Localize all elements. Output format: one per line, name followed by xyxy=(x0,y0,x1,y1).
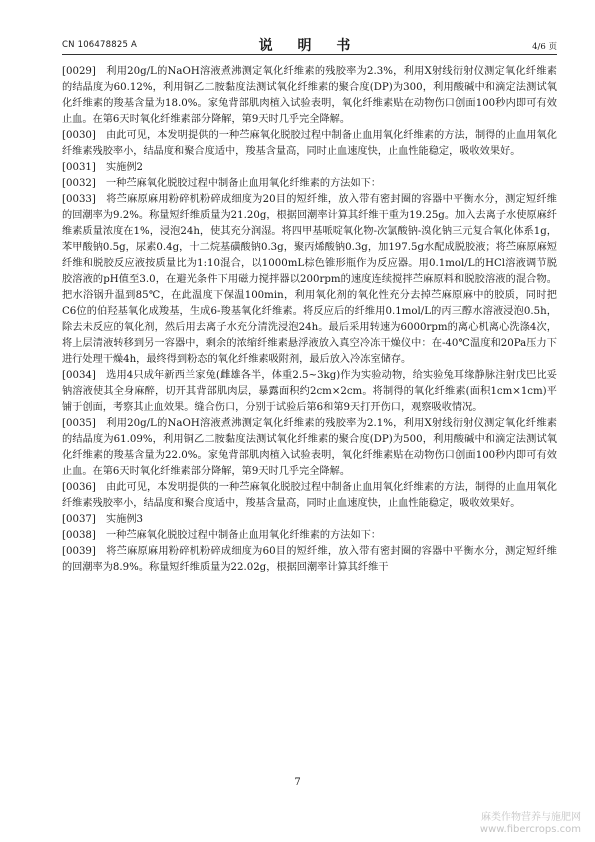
paragraph-number: [0030] xyxy=(62,130,96,141)
document-body xyxy=(62,64,557,576)
section-heading: 实施例2 xyxy=(106,162,144,173)
paragraph-text: 将苎麻原麻用粉碎机粉碎成细度为60目的短纤维，放入带有密封圈的容器中平衡水分，测定短纤维的回潮率为8.9%。称量短纤维质量为22.02g，根据回潮率计算其纤维干 xyxy=(62,546,557,573)
paragraph-0037 xyxy=(62,512,557,528)
section-heading: 实施例3 xyxy=(106,514,144,525)
paragraph-text: 选用4只成年新西兰家兔(雌雄各半，体重2.5~3kg)作为实验动物，给实验兔耳缘静脉注射戊巴比妥钠溶液使其全身麻醉，切开其背部肌肉层，暴露面积约2cm×2cm。将制得的氧化纤维素(面积1cm×1cm)平铺于创面，考察其止血效果。缝合伤口，分别于试验后第6和第9天打开伤口，观察吸收情况。 xyxy=(62,370,557,413)
paragraph-number: [0037] xyxy=(62,514,96,525)
paragraph-0034 xyxy=(62,368,557,416)
paragraph-0030 xyxy=(62,128,557,160)
page-number: 7 xyxy=(294,777,301,788)
paragraph-number: [0036] xyxy=(62,482,96,493)
watermark-url: www.fibercrops.com xyxy=(479,824,581,835)
paragraph-number: [0033] xyxy=(62,194,96,205)
paragraph-number: [0034] xyxy=(62,370,96,381)
page-indicator: 4/6 页 xyxy=(532,42,557,52)
paragraph-text: 一种苎麻氧化脱胶过程中制备止血用氧化纤维素的方法如下： xyxy=(106,530,382,541)
paragraph-number: [0038] xyxy=(62,530,96,541)
document-title: 说 明 书 xyxy=(258,38,361,54)
paragraph-number: [0031] xyxy=(62,162,96,173)
paragraph-text: 由此可见，本发明提供的一种苎麻氧化脱胶过程中制备止血用氧化纤维素的方法，制得的止血用氧化纤维素残胶率小，结晶度和聚合度适中，羧基含量高，同时止血速度快，止血性能稳定，吸收效果好。 xyxy=(62,482,557,509)
paragraph-0036 xyxy=(62,480,557,512)
paragraph-0029 xyxy=(62,64,557,128)
paragraph-0035 xyxy=(62,416,557,480)
paragraph-0032 xyxy=(62,176,557,192)
paragraph-text: 利用20g/L的NaOH溶液煮沸测定氧化纤维素的残胶率为2.3%，利用X射线衍射仪测定氧化纤维素的结晶度为60.12%，利用铜乙二胺黏度法测试氧化纤维素的聚合度(DP)为300，利用酸碱中和滴定法测试氧化纤维素的羧基含量为18.0%。家兔背部肌肉植入试验表明，氧化纤维素贴在动物伤口创面100秒内即可有效止血。在第6天时氧化纤维素部分降解，第9天时几乎完全降解。 xyxy=(62,66,557,125)
paragraph-0033 xyxy=(62,192,557,368)
watermark-title: 麻类作物营养与施肥网 xyxy=(481,812,581,823)
watermark xyxy=(480,812,581,836)
paragraph-text: 由此可见，本发明提供的一种苎麻氧化脱胶过程中制备止血用氧化纤维素的方法，制得的止血用氧化纤维素残胶率小，结晶度和聚合度适中，羧基含量高，同时止血速度快，止血性能稳定，吸收效果好。 xyxy=(62,130,557,157)
paragraph-text: 利用20g/L的NaOH溶液煮沸测定氧化纤维素的残胶率为2.1%，利用X射线衍射仪测定氧化纤维素的结晶度为61.09%，利用铜乙二胺黏度法测试氧化纤维素的聚合度(DP)为500，利用酸碱中和滴定法测试氧化纤维素的羧基含量为22.0%。家兔背部肌肉植入试验表明，氧化纤维素贴在动物伤口创面100秒内即可有效止血。在第6天时氧化纤维素部分降解，第9天时几乎完全降解。 xyxy=(62,418,557,477)
paragraph-text: 一种苎麻氧化脱胶过程中制备止血用氧化纤维素的方法如下： xyxy=(106,178,382,189)
paragraph-number: [0039] xyxy=(62,546,96,557)
paragraph-number: [0029] xyxy=(62,66,96,77)
paragraph-0038 xyxy=(62,528,557,544)
paragraph-number: [0035] xyxy=(62,418,96,429)
paragraph-0039 xyxy=(62,544,557,576)
paragraph-0031 xyxy=(62,160,557,176)
paragraph-number: [0032] xyxy=(62,178,96,189)
patent-number: CN 106478825 A xyxy=(62,40,137,50)
paragraph-text: 将苎麻原麻用粉碎机粉碎成细度为20目的短纤维，放入带有密封圈的容器中平衡水分，测定短纤维的回潮率为9.2%。称量短纤维质量为21.20g，根据回潮率计算其纤维干重为19.25g。加入去离子水使原麻纤维素质量浓度在1%，浸泡24h，使其充分润湿。将四甲基哌啶氧化物-次氯酸钠-溴化钠三元复合氧化体系1g，苯甲酸钠0.5g，尿素0.4g，十二烷基磺酸钠0.3g，聚丙烯酸钠0.3g，加197.5g水配成脱胶液；将苎麻原麻短纤维和脱胶反应液按质量比为1:10混合，以1000mL棕色锥形瓶作为反应器。用0.1mol/L的HCl溶液调节脱胶溶液的pH值至3.0，在避光条件下用磁力搅拌器以200rpm的速度连续搅拌苎麻原料和脱胶溶液的混合物。把水浴锅升温到85℃，在此温度下保温100min，利用氧化剂的氧化性充分去掉苎麻原麻中的胶质，同时把C6位的伯羟基氧化成羧基，生成6-羧基氧化纤维素。将反应后的纤维用0.1mol/L的丙三醇水溶液浸泡0.5h，除去未反应的氧化剂，然后用去离子水充分清洗浸泡24h。最后采用转速为6000rpm的离心机离心洗涤4次，将上层清液转移到另一容器中，剩余的浓缩纤维素悬浮液放入真空冷冻干燥仪中：在-40℃温度和20Pa压力下进行处理干燥4h，最终得到粉态的氧化纤维素吸附剂，最后放入冷冻室储存。 xyxy=(62,194,557,365)
page-header xyxy=(62,34,557,55)
